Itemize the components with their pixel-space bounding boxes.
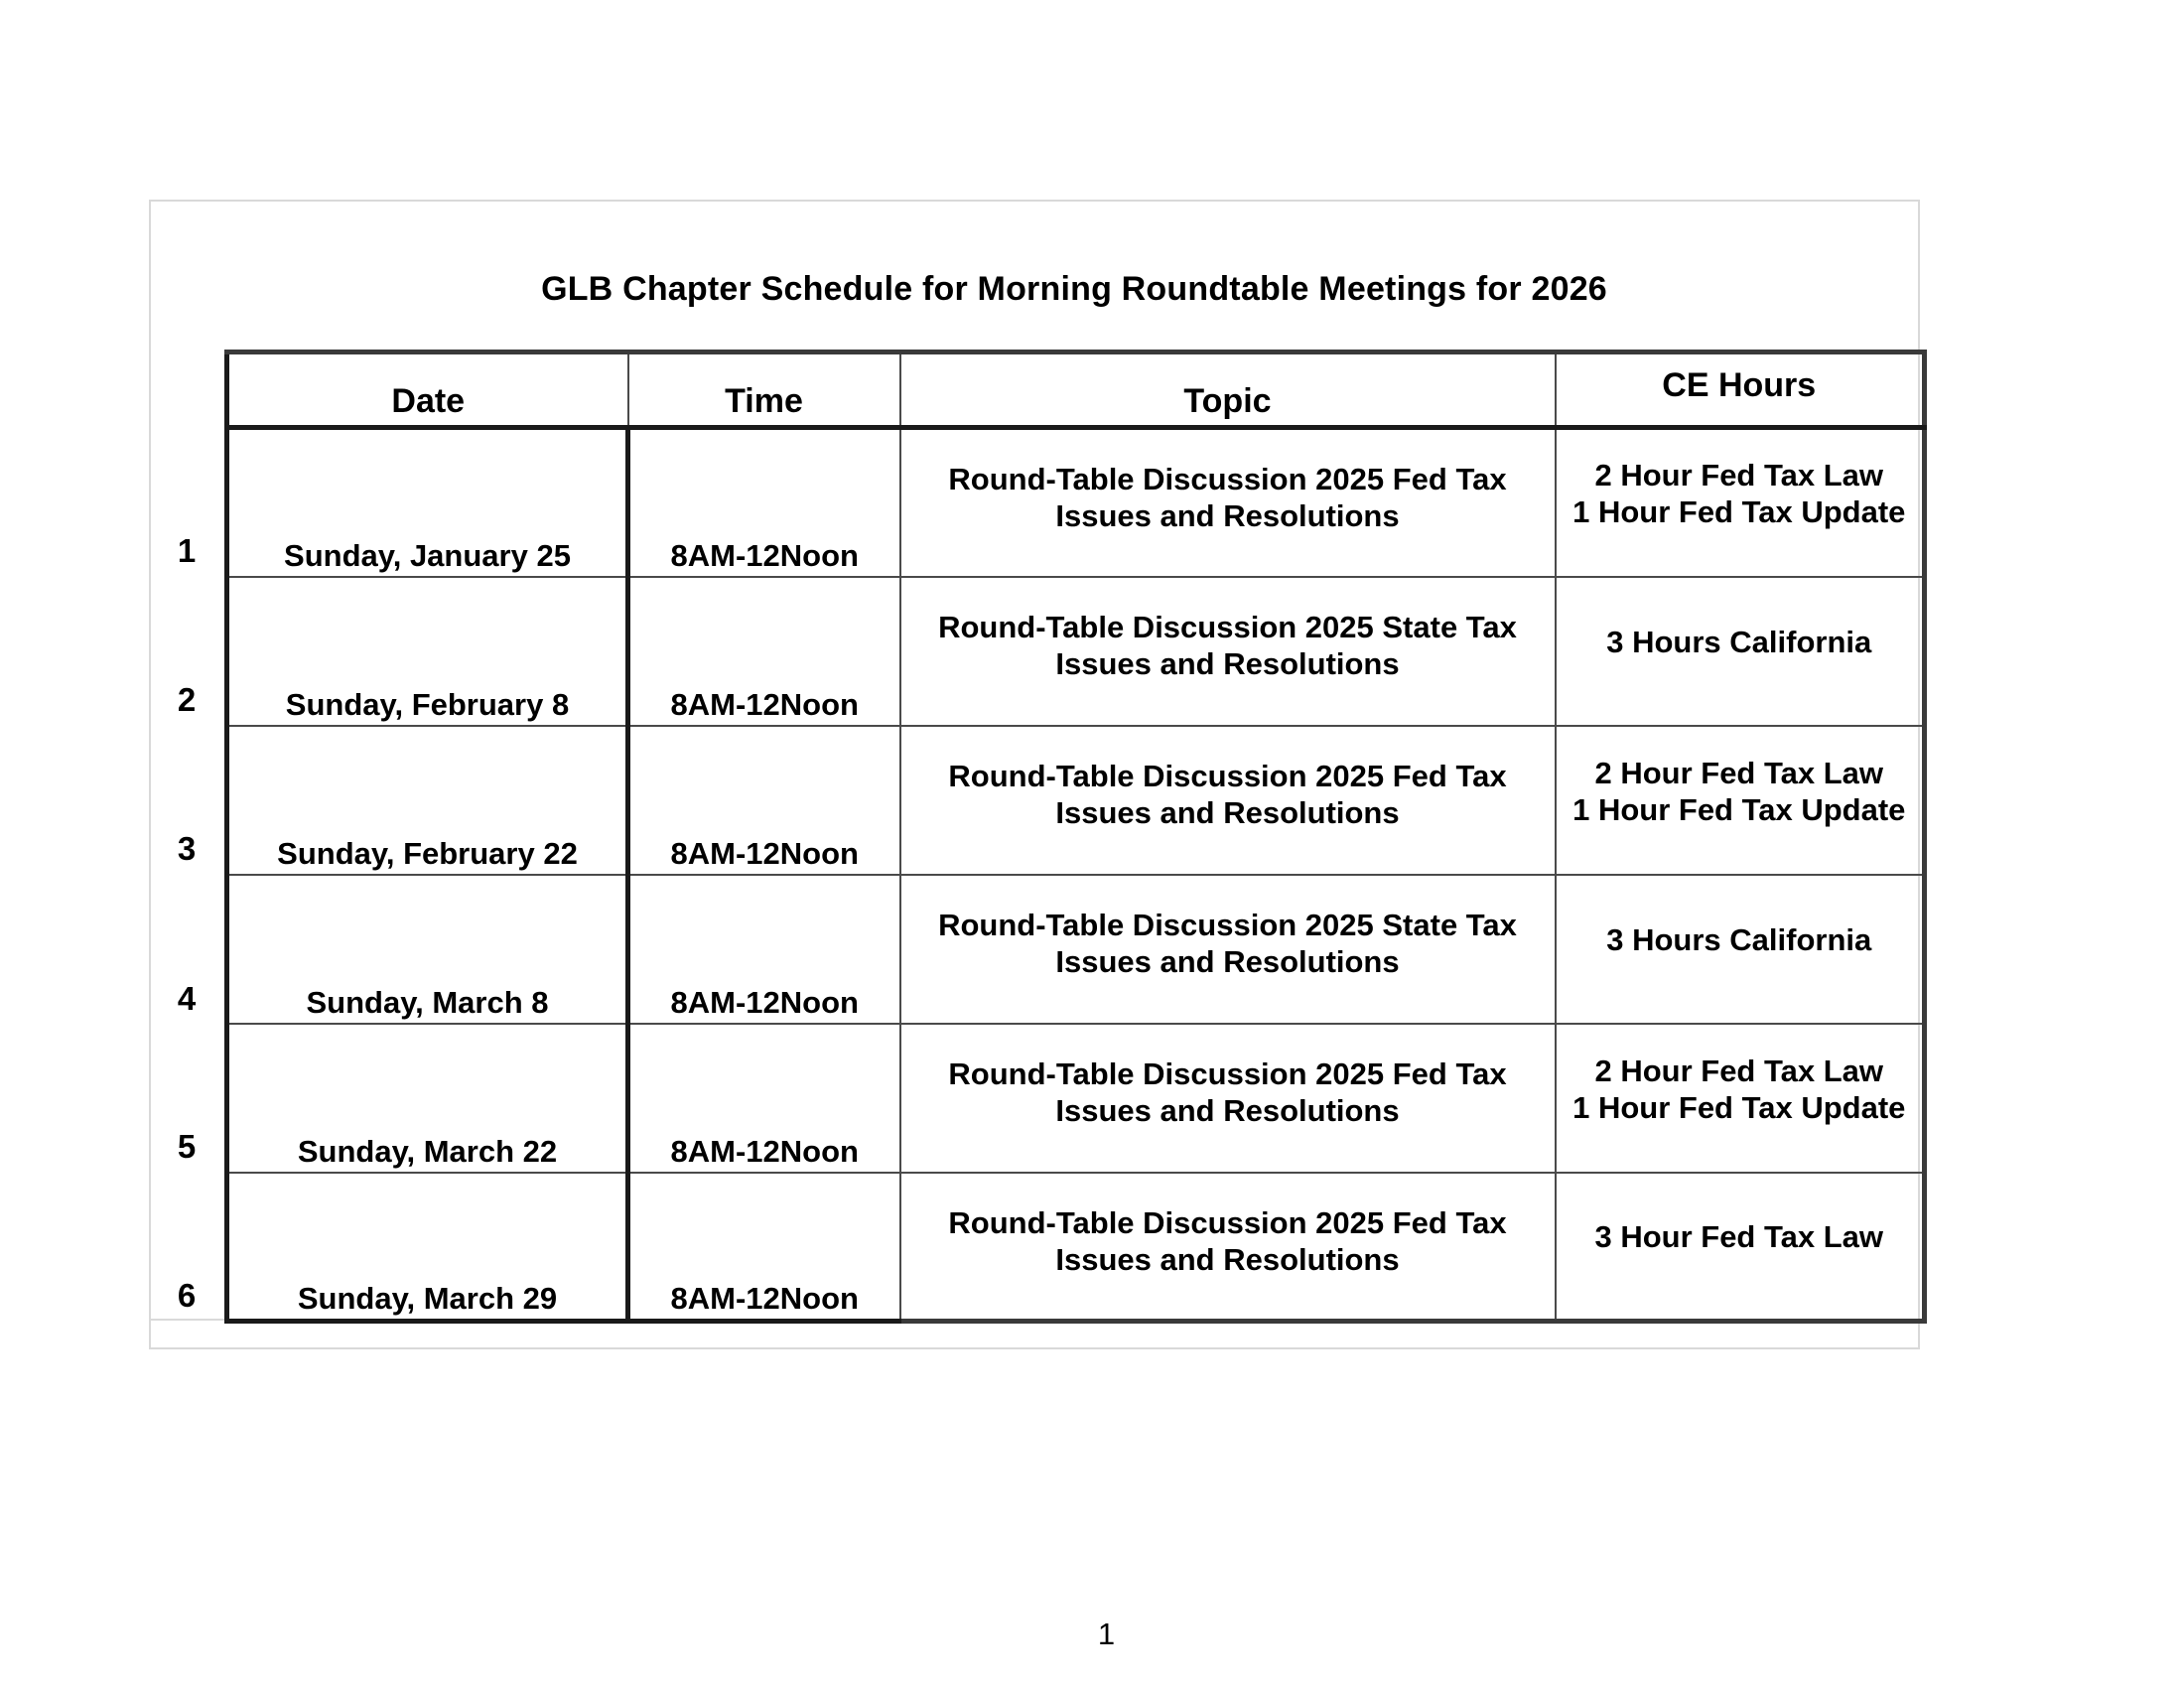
topic-line: Issues and Resolutions [1055,1092,1400,1128]
ce-hours-cell [1556,428,1925,577]
ce-line: 2 Hour Fed Tax Law [1594,458,1884,493]
topic-cell [900,726,1556,875]
time-cell: 8AM-12Noon [628,577,900,726]
time-cell: 8AM-12Noon [628,1173,900,1322]
ce-line: 3 Hour Fed Tax Law [1594,1219,1884,1255]
date-cell: Sunday, February 22 [227,726,628,875]
topic-line: Round-Table Discussion 2025 Fed Tax [948,758,1507,793]
topic-line: Issues and Resolutions [1055,794,1400,830]
page-number: 1 [1097,1617,1116,1651]
time-cell: 8AM-12Noon [628,1024,900,1173]
time-cell: 8AM-12Noon [628,428,900,577]
topic-cell [900,875,1556,1024]
topic-cell [900,1024,1556,1173]
topic-line: Issues and Resolutions [1055,943,1400,979]
topic-line: Round-Table Discussion 2025 Fed Tax [948,462,1507,496]
ce-line: 1 Hour Fed Tax Update [1572,1089,1906,1125]
ce-line: 1 Hour Fed Tax Update [1572,494,1906,530]
time-cell: 8AM-12Noon [628,726,900,875]
topic-line: Round-Table Discussion 2025 Fed Tax [948,1204,1507,1240]
topic-line: Issues and Resolutions [1055,498,1400,533]
schedule-table [224,350,1927,1324]
topic-cell [900,428,1556,577]
table-row [227,875,1925,1024]
header-date: Date [227,352,628,428]
row-number: 3 [177,830,197,867]
ce-line: 2 Hour Fed Tax Law [1594,1053,1884,1088]
topic-line: Issues and Resolutions [1055,1241,1400,1277]
header-ce-hours: CE Hours [1556,352,1925,428]
ce-hours-cell [1556,726,1925,875]
topic-line: Issues and Resolutions [1055,645,1400,681]
schedule-title: GLB Chapter Schedule for Morning Roundtable Meetings for 2026 [541,270,1607,308]
row-number: 1 [177,532,197,569]
table-row [227,1173,1925,1322]
table-row [227,428,1925,577]
ce-line: 1 Hour Fed Tax Update [1572,791,1906,827]
topic-line: Round-Table Discussion 2025 State Tax [938,609,1517,644]
ce-hours-cell [1556,1024,1925,1173]
row-number: 5 [177,1128,197,1165]
date-cell: Sunday, March 29 [227,1173,628,1322]
ce-line: 3 Hours California [1606,922,1872,957]
topic-line: Round-Table Discussion 2025 Fed Tax [948,1055,1507,1091]
table-row [227,1024,1925,1173]
date-cell: Sunday, March 8 [227,875,628,1024]
date-cell: Sunday, March 22 [227,1024,628,1173]
topic-line: Round-Table Discussion 2025 State Tax [938,907,1517,942]
header-topic: Topic [900,352,1556,428]
date-cell: Sunday, January 25 [227,428,628,577]
header-time: Time [628,352,900,428]
header-row [227,352,1925,428]
table-row [227,577,1925,726]
table-row [227,726,1925,875]
row-number: 2 [177,681,197,718]
ce-hours-cell [1556,577,1925,726]
row-number: 4 [177,980,197,1017]
ce-line: 3 Hours California [1606,625,1872,659]
topic-cell [900,577,1556,726]
ce-hours-cell [1556,875,1925,1024]
ce-hours-cell [1556,1173,1925,1322]
ce-line: 2 Hour Fed Tax Law [1594,755,1884,790]
date-cell: Sunday, February 8 [227,577,628,726]
time-cell: 8AM-12Noon [628,875,900,1024]
topic-cell [900,1173,1556,1322]
row-number: 6 [177,1277,197,1314]
